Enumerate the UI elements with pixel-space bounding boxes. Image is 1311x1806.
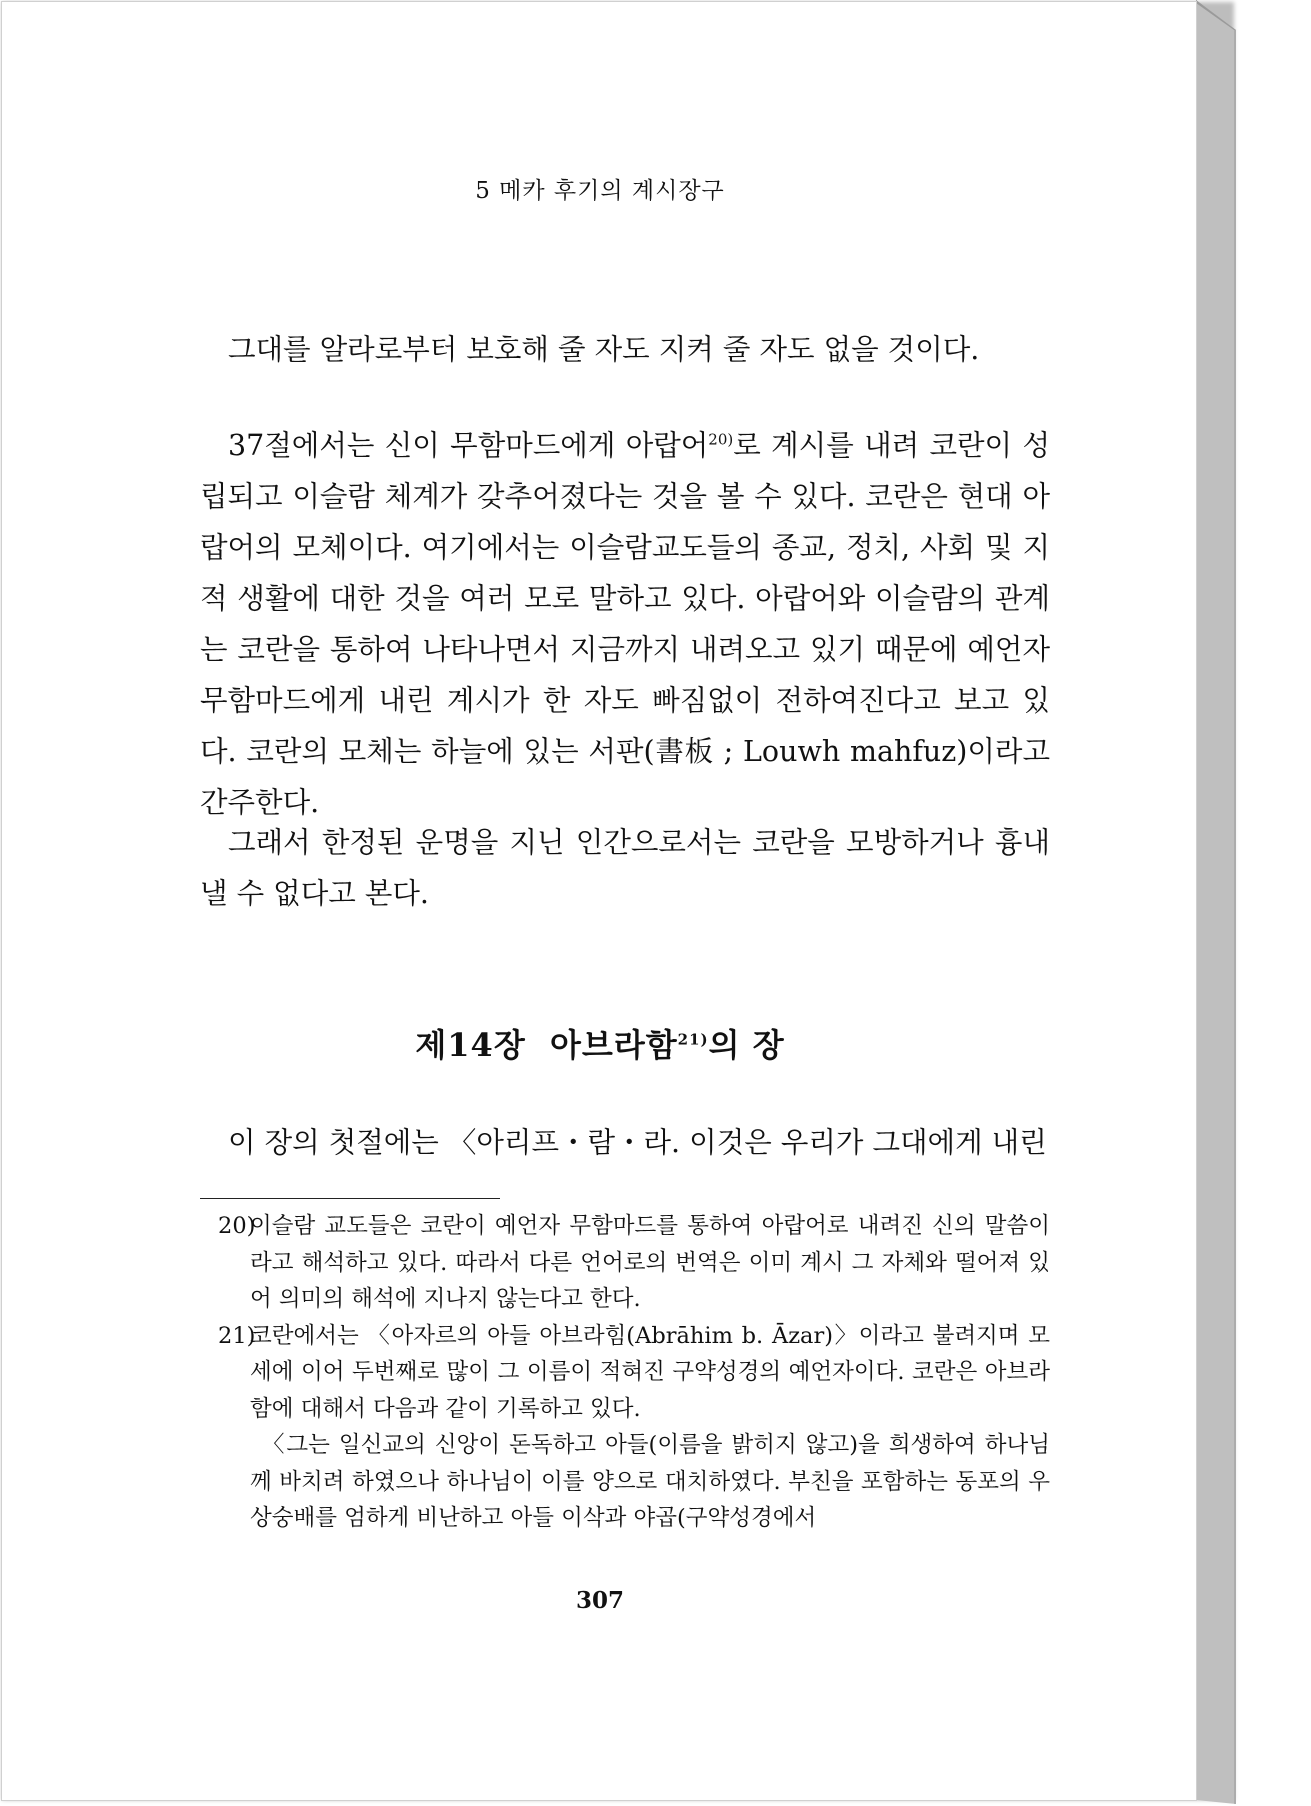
footnote-divider [200, 1198, 500, 1199]
paragraph-text-rest: 로 계시를 내려 코란이 성립되고 이슬람 체계가 갖추어졌다는 것을 볼 수 있다. 코란은 현대 아랍어의 모체이다. 여기에서는 이슬람교도들의 종교, 정치, 사회 및 지적 생활에 대한 것을 여러 모로 말하고 있다. 아랍어와 이슬람의 관계는 코란을 통하여 나타나면서 지금까지 내려오고 있기 때문에 예언자 무함마드에게 내린 계시가 한 자도 빠짐없이 전하여진다고 보고 있다. 코란의 모체는 하늘에 있는 서판(書板 ; Louwh mahfuz)이라고 간주한다. [200, 429, 1050, 819]
chapter-title [2, 1020, 1198, 1066]
footnote-ref-20: 20) [708, 430, 734, 449]
page-number: 307 [575, 1587, 624, 1614]
paragraph-verse-37 [200, 420, 1050, 828]
footnotes [200, 1208, 1050, 1537]
chapter-intro-text: 이 장의 첫절에는 〈아리프・람・라. 이것은 우리가 그대에게 내린 [228, 1126, 1047, 1159]
footnote-21-quote: 〈그는 일신교의 신앙이 돈독하고 아들(이름을 밝히지 않고)을 희생하여 하나님께 바치려 하였으나 하나님이 이를 양으로 대치하였다. 부친을 포함하는 동포의 우상숭배를 엄하게 비난하고 아들 이삭과 야곱(구약성경에서 [250, 1432, 1050, 1531]
footnote-21 [200, 1318, 1050, 1428]
chapter-intro [200, 1117, 1050, 1168]
footnote-ref-21: 21) [677, 1030, 709, 1049]
verse-text: 그대를 알라로부터 보호해 줄 자도 지켜 줄 자도 없을 것이다. [228, 333, 980, 366]
footnote-text: 이슬람 교도들은 코란이 예언자 무함마드를 통하여 아랍어로 내려진 신의 말씀이라고 해석하고 있다. 따라서 다른 언어로의 번역은 이미 계시 그 자체와 떨어져 있어 의미의 해석에 지나지 않는다고 한다. [250, 1213, 1050, 1312]
footnote-number: 21) [218, 1322, 256, 1349]
paragraph-conclusion-text: 그래서 한정된 운명을 지닌 인간으로서는 코란을 모방하거나 흉내 낼 수 없다고 본다. [200, 826, 1050, 910]
running-head: 5 메카 후기의 계시장구 [475, 178, 725, 204]
footnote-text: 코란에서는 〈아자르의 아들 아브라힘(Abrāhim b. Āzar)〉이라고 불려지며 모세에 이어 두번째로 많이 그 이름이 적혀진 구약성경의 예언자이다. 코란은 아브라함에 대해서 다음과 같이 기록하고 있다. [250, 1322, 1050, 1422]
chapter-title-text: 제14장 아브라함 [415, 1026, 678, 1064]
paragraph-text-start: 37절에서는 신이 무함마드에게 아랍어 [228, 429, 709, 462]
footnote-number: 20) [218, 1213, 256, 1239]
chapter-title-suffix: 의 장 [708, 1026, 785, 1064]
paragraph-conclusion [200, 817, 1050, 919]
footnote-20 [200, 1208, 1050, 1318]
paragraph-text [200, 420, 1050, 828]
book-page-edge [1196, 0, 1236, 1804]
book-page [1, 1, 1197, 1801]
verse-line [200, 324, 1050, 375]
